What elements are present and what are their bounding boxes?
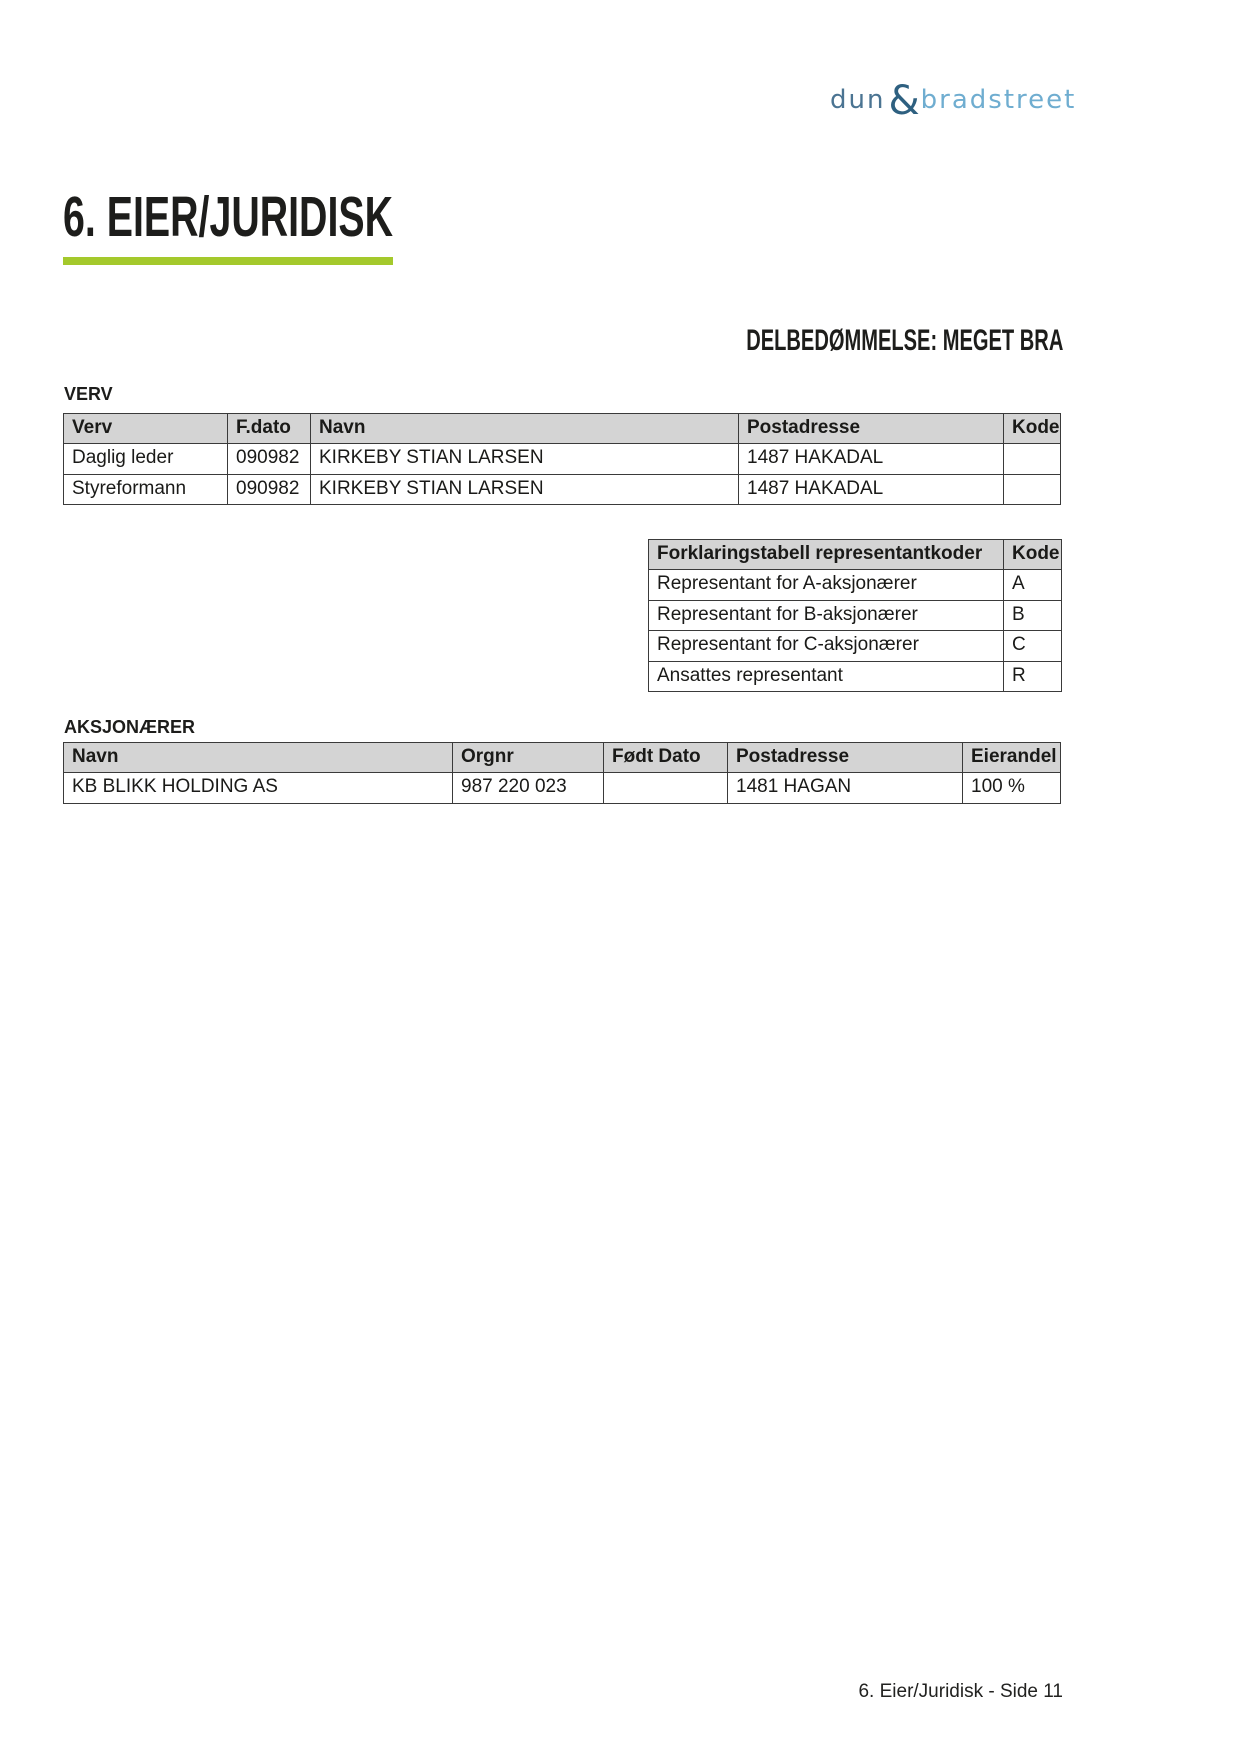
data-cell: 987 220 023	[453, 773, 604, 803]
representantkoder-table	[648, 539, 1062, 692]
header-cell: Kode	[1004, 414, 1061, 444]
title-accent-rule	[63, 257, 393, 265]
dun-bradstreet-logo	[830, 78, 1077, 124]
data-cell: Representant for C-aksjonærer	[649, 631, 1004, 661]
data-cell: KIRKEBY STIAN LARSEN	[311, 444, 739, 474]
data-cell: C	[1004, 631, 1062, 661]
header-cell: Født Dato	[604, 743, 728, 773]
header-cell: Navn	[311, 414, 739, 444]
table-row	[649, 570, 1062, 600]
data-cell: KB BLIKK HOLDING AS	[64, 773, 453, 803]
header-cell: F.dato	[228, 414, 311, 444]
aksjonaerer-table	[63, 742, 1061, 804]
data-cell: 1481 HAGAN	[728, 773, 963, 803]
header-cell: Verv	[64, 414, 228, 444]
data-cell: A	[1004, 570, 1062, 600]
data-cell: 1487 HAKADAL	[739, 474, 1004, 504]
page-footer: 6. Eier/Juridisk - Side 11	[858, 1681, 1063, 1702]
data-cell	[604, 773, 728, 803]
table-header-row	[64, 414, 1061, 444]
data-cell	[1004, 474, 1061, 504]
data-cell: Daglig leder	[64, 444, 228, 474]
table-row	[64, 773, 1061, 803]
data-cell: 100 %	[963, 773, 1061, 803]
ampersand-icon: &	[888, 78, 920, 124]
logo-text-dun: dun	[830, 85, 886, 115]
table-row	[649, 631, 1062, 661]
header-cell: Navn	[64, 743, 453, 773]
data-cell: B	[1004, 600, 1062, 630]
data-cell: Representant for A-aksjonærer	[649, 570, 1004, 600]
table-row	[649, 600, 1062, 630]
header-cell: Eierandel	[963, 743, 1061, 773]
data-cell: 1487 HAKADAL	[739, 444, 1004, 474]
data-cell: 090982	[228, 444, 311, 474]
header-cell: Forklaringstabell representantkoder	[649, 540, 1004, 570]
verv-section-label: VERV	[64, 384, 113, 404]
data-cell: 090982	[228, 474, 311, 504]
subassessment-heading: DELBEDØMMELSE: MEGET BRA	[745, 324, 1063, 357]
table-row	[64, 474, 1061, 504]
data-cell: Representant for B-aksjonærer	[649, 600, 1004, 630]
table-header-row	[64, 743, 1061, 773]
aksjonaerer-section-label: AKSJONÆRER	[64, 717, 196, 737]
data-cell: R	[1004, 661, 1062, 691]
header-cell: Kode	[1004, 540, 1062, 570]
table-row	[64, 444, 1061, 474]
header-cell: Orgnr	[453, 743, 604, 773]
data-cell: KIRKEBY STIAN LARSEN	[311, 474, 739, 504]
header-cell: Postadresse	[728, 743, 963, 773]
logo-text-bradstreet: bradstreet	[920, 85, 1077, 115]
data-cell	[1004, 444, 1061, 474]
page-title: 6. EIER/JURIDISK	[63, 185, 394, 249]
table-header-row	[649, 540, 1062, 570]
verv-table	[63, 413, 1061, 505]
data-cell: Ansattes representant	[649, 661, 1004, 691]
data-cell: Styreformann	[64, 474, 228, 504]
header-cell: Postadresse	[739, 414, 1004, 444]
table-row	[649, 661, 1062, 691]
